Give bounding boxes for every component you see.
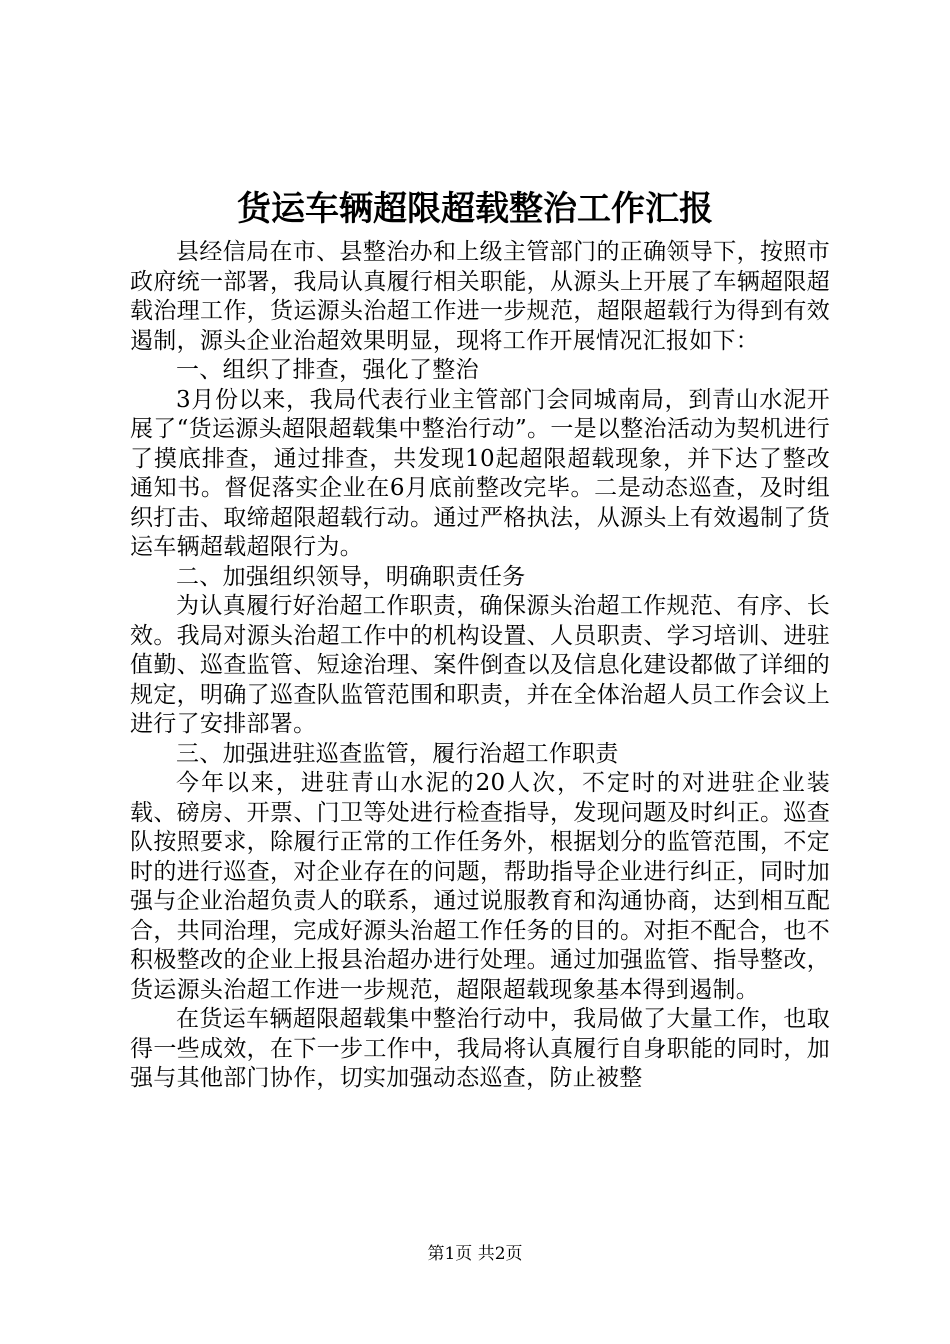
paragraph-section-3: 今年以来，进驻青山水泥的20人次，不定时的对进驻企业装载、磅房、开票、门卫等处进行检查指导，发现问题及时纠正。巡查队按照要求，除履行正常的工作任务外，根据划分的监管范围，不定时的进行巡查，对企业存在的问题，帮助指导企业进行纠正，同时加强与企业治超负责人的联系，通过说服教育和沟通协商，达到相互配合，共同治理，完成好源头治超工作任务的目的。对拒不配合，也不积极整改的企业上报县治超办进行处理。通过加强监管、指导整改，货运源头治超工作进一步规范，超限超载现象基本得到遏制。 [130, 770, 830, 1003]
document-body [130, 238, 830, 1094]
section-heading-2: 二、加强组织领导，明确职责任务 [176, 563, 526, 590]
section-heading-1: 一、组织了排查，强化了整治 [176, 357, 479, 383]
paragraph-intro: 县经信局在市、县整治办和上级主管部门的正确领导下，按照市政府统一部署，我局认真履行相关职能，从源头上开展了车辆超限超载治理工作，货运源头治超工作进一步规范，超限超载行为得到有效遏制，源头企业治超效果明显，现将工作开展情况汇报如下： [130, 239, 830, 354]
paragraph-conclusion: 在货运车辆超限超载集中整治行动中，我局做了大量工作，也取得一些成效，在下一步工作中，我局将认真履行自身职能的同时，加强与其他部门协作，切实加强动态巡查，防止被整 [130, 1006, 830, 1091]
page-number-footer: 第1页 共2页 [427, 1244, 523, 1264]
paragraph-section-1: 3月份以来，我局代表行业主管部门会同城南局，到青山水泥开展了“货运源头超限超载集中整治行动”。一是以整治活动为契机进行了摸底排查，通过排查，共发现10起超限超载现象，并下达了整改通知书。督促落实企业在6月底前整改完毕。二是动态巡查，及时组织打击、取缔超限超载行动。通过严格执法，从源头上有效遏制了货运车辆超载超限行为。 [130, 386, 830, 560]
paragraph-section-2: 为认真履行好治超工作职责，确保源头治超工作规范、有序、长效。我局对源头治超工作中的机构设置、人员职责、学习培训、进驻值勤、巡查监管、短途治理、案件倒查以及信息化建设都做了详细的规定，明确了巡查队监管范围和职责，并在全体治超人员工作会议上进行了安排部署。 [130, 593, 830, 737]
document-title: 货运车辆超限超载整治工作汇报 [237, 189, 713, 229]
section-heading-3: 三、加强进驻巡查监管，履行治超工作职责 [176, 740, 619, 767]
